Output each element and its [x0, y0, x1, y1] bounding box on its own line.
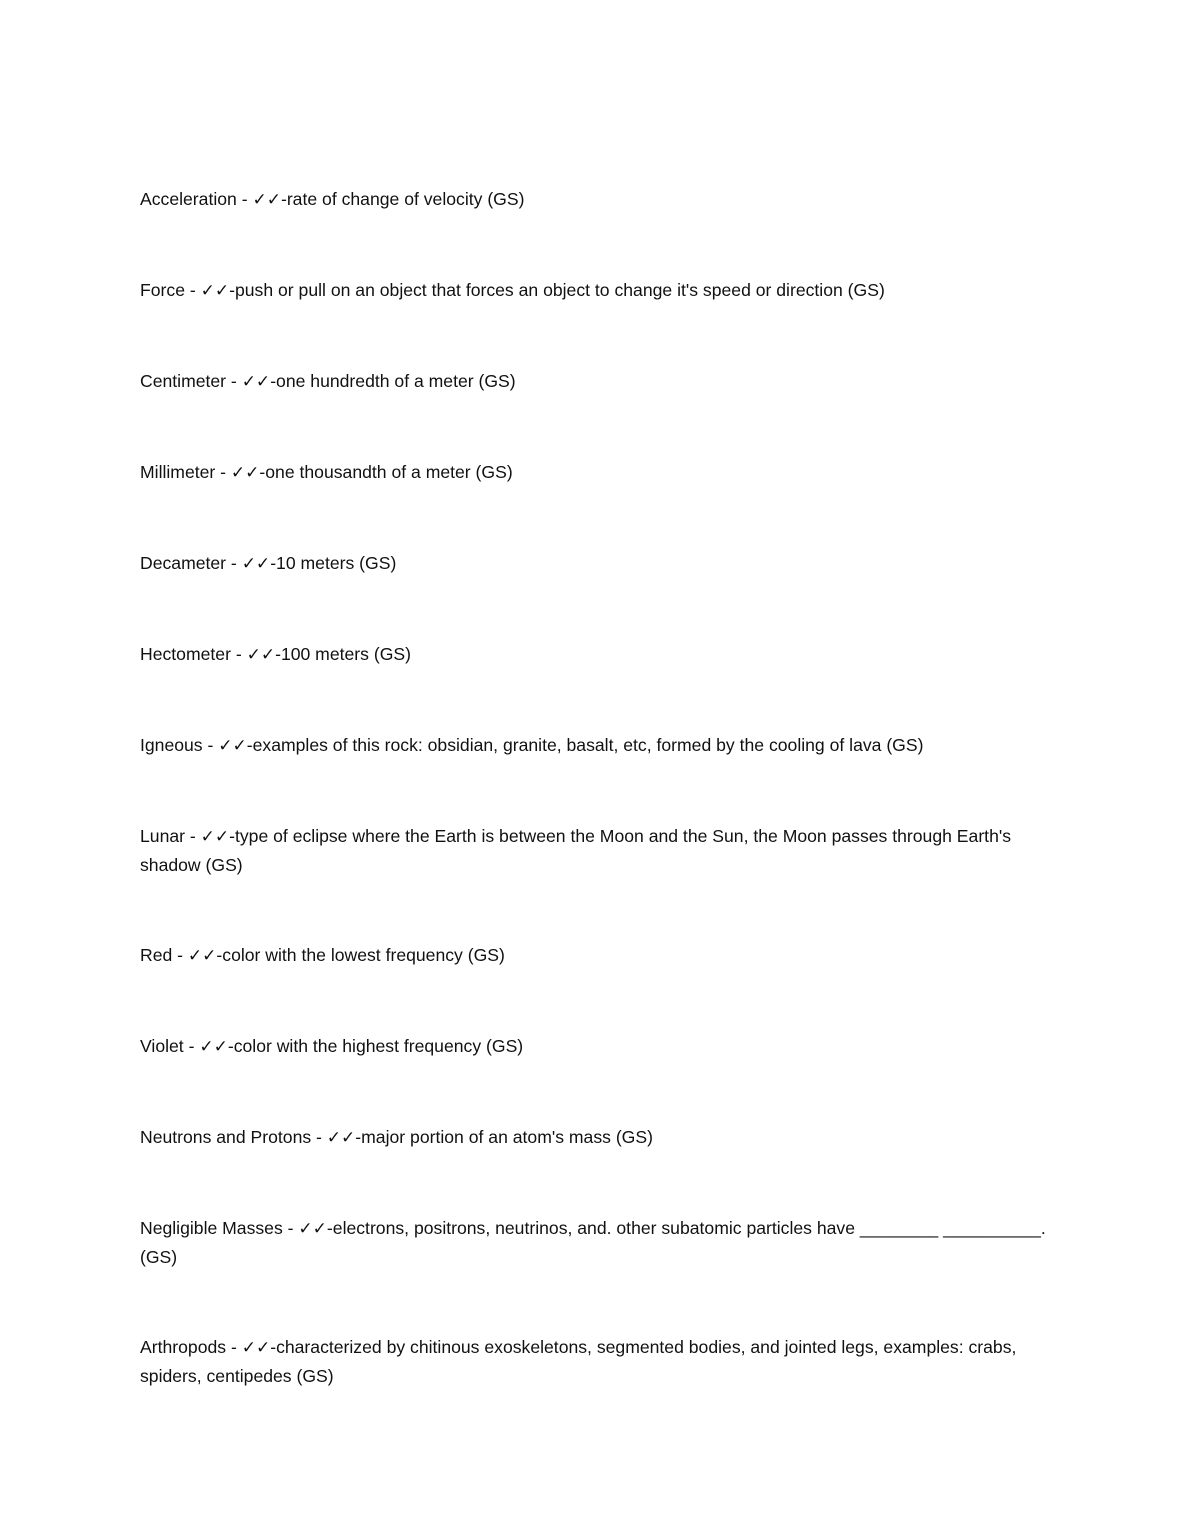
dash: - [246, 735, 253, 755]
definition-text: one hundredth of a meter (GS) [276, 371, 516, 391]
flashcard-item [140, 822, 1055, 879]
term-label: Acceleration [140, 189, 237, 209]
separator: - [226, 371, 242, 391]
dash: - [326, 1218, 333, 1238]
definition-text: push or pull on an object that forces an object to change it's speed or direction (GS) [234, 280, 885, 300]
double-check-icon: ✓✓ [246, 645, 276, 665]
definition-text: 10 meters (GS) [276, 553, 397, 573]
dash: - [270, 371, 277, 391]
double-check-icon: ✓✓ [230, 463, 260, 483]
term-label: Arthropods [140, 1337, 227, 1357]
flashcard-list [140, 185, 1055, 1452]
flashcard-item [140, 731, 1055, 760]
term-label: Decameter [140, 553, 227, 573]
flashcard-item [140, 367, 1055, 396]
dash: - [270, 553, 277, 573]
double-check-icon: ✓✓ [298, 1219, 327, 1239]
double-check-icon: ✓✓ [200, 281, 230, 301]
term-label: Centimeter [140, 371, 227, 391]
dash: - [355, 1127, 362, 1147]
definition-text: one thousandth of a meter (GS) [265, 462, 513, 482]
separator: - [236, 189, 253, 209]
dash: - [259, 462, 266, 482]
separator: - [226, 553, 242, 573]
definition-text: characterized by chitinous exoskeletons, segmented bodies, and jointed legs, examples: crabs, spiders, centipedes (GS) [140, 1337, 1017, 1386]
flashcard-item [140, 1333, 1055, 1390]
dash: - [227, 1036, 234, 1056]
separator: - [311, 1127, 327, 1147]
definition-text: examples of this rock: obsidian, granite, basalt, etc, formed by the cooling of lava (GS) [252, 735, 924, 755]
definition-text: rate of change of velocity (GS) [286, 189, 525, 209]
definition-text: electrons, positrons, neutrinos, and. other subatomic particles have ________ __________. (GS) [140, 1218, 1046, 1267]
flashcard-item [140, 1032, 1055, 1061]
double-check-icon: ✓✓ [218, 736, 247, 756]
separator: - [215, 462, 231, 482]
separator: - [230, 644, 247, 664]
dash: - [280, 189, 287, 209]
term-label: Igneous [140, 735, 203, 755]
term-label: Violet [140, 1036, 184, 1056]
double-check-icon: ✓✓ [199, 1037, 228, 1057]
separator: - [183, 1036, 200, 1056]
flashcard-item [140, 185, 1055, 214]
term-label: Negligible Masses [140, 1218, 283, 1238]
separator: - [185, 826, 201, 846]
double-check-icon: ✓✓ [326, 1128, 356, 1148]
flashcard-item [140, 941, 1055, 970]
double-check-icon: ✓✓ [187, 946, 217, 966]
dash: - [275, 644, 281, 664]
definition-text: 100 meters (GS) [280, 644, 411, 664]
term-label: Millimeter [140, 462, 216, 482]
flashcard-item [140, 458, 1055, 487]
flashcard-item [140, 1214, 1055, 1271]
definition-text: color with the highest frequency (GS) [233, 1036, 524, 1056]
term-label: Hectometer [140, 644, 231, 664]
double-check-icon: ✓✓ [241, 372, 271, 392]
dash: - [270, 1337, 277, 1357]
separator: - [226, 1337, 242, 1357]
separator: - [202, 735, 219, 755]
definition-text: type of eclipse where the Earth is between the Moon and the Sun, the Moon passes through Earth's shadow (GS) [140, 826, 1012, 875]
dash: - [216, 945, 223, 965]
term-label: Neutrons and Protons [140, 1127, 312, 1147]
separator: - [172, 945, 188, 965]
double-check-icon: ✓✓ [241, 1338, 271, 1358]
dash: - [229, 826, 235, 846]
term-label: Lunar [140, 826, 185, 846]
double-check-icon: ✓✓ [252, 190, 281, 210]
double-check-icon: ✓✓ [241, 554, 271, 574]
flashcard-item [140, 549, 1055, 578]
double-check-icon: ✓✓ [200, 827, 230, 847]
flashcard-item [140, 1123, 1055, 1152]
flashcard-item [140, 640, 1055, 669]
definition-text: major portion of an atom's mass (GS) [361, 1127, 653, 1147]
term-label: Force [140, 280, 185, 300]
separator: - [282, 1218, 299, 1238]
separator: - [184, 280, 201, 300]
term-label: Red [140, 945, 173, 965]
definition-text: color with the lowest frequency (GS) [222, 945, 505, 965]
flashcard-item [140, 276, 1055, 305]
dash: - [229, 280, 235, 300]
